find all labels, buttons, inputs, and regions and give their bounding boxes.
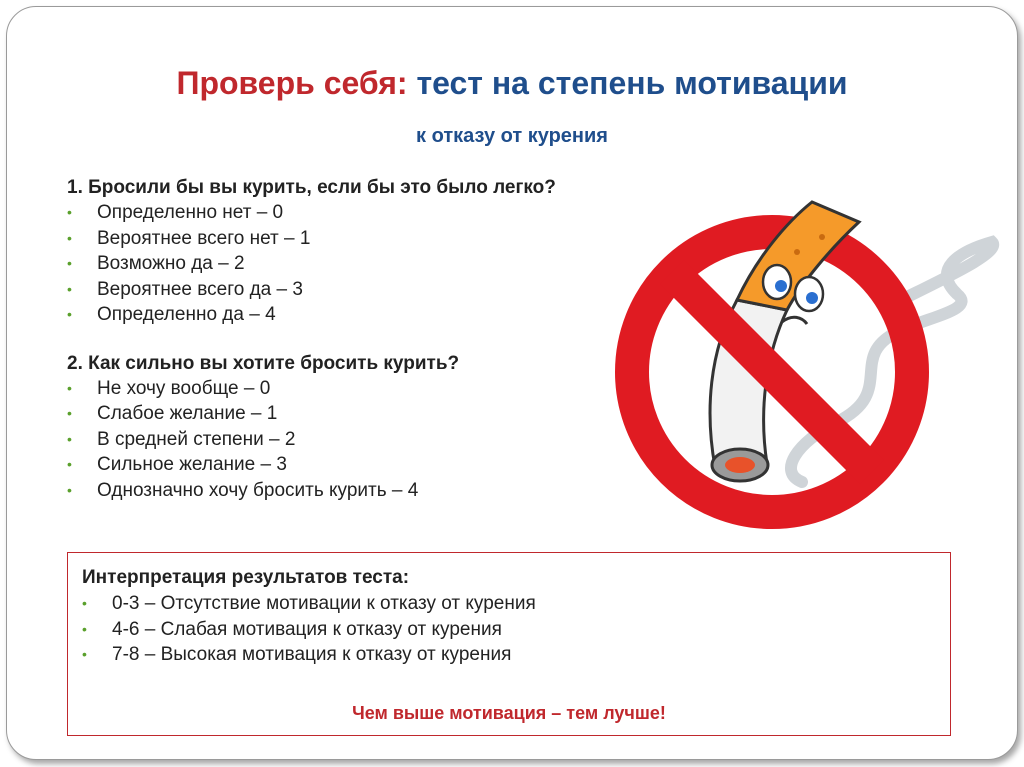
bullet-icon: • <box>67 280 72 297</box>
bullet-icon: • <box>67 255 72 271</box>
list-item <box>82 591 936 617</box>
bullet-icon: • <box>82 620 87 637</box>
option-list <box>67 200 627 328</box>
bullet-icon: • <box>67 456 72 472</box>
list-item <box>67 427 627 453</box>
no-smoking-icon <box>597 182 1017 542</box>
option-text: Однозначно хочу бросить курить – 4 <box>97 479 419 501</box>
question-title: 1. Бросили бы вы курить, если бы это было легко? <box>67 177 556 198</box>
option-text: Слабое желание – 1 <box>97 403 278 424</box>
option-text: Возможно да – 2 <box>97 253 245 274</box>
page-title <box>7 65 1017 102</box>
conclusion-text: Чем выше мотивация – тем лучше! <box>352 703 666 723</box>
list-item <box>82 642 936 668</box>
title-main: тест на степень мотивации <box>416 65 848 101</box>
question-title: 2. Как сильно вы хотите бросить курить? <box>67 352 460 374</box>
option-text: Определенно нет – 0 <box>97 202 284 223</box>
list-item <box>82 617 936 643</box>
list-item <box>67 226 627 252</box>
bullet-icon: • <box>67 229 72 246</box>
interpretation-text: 7-8 – Высокая мотивация к отказу от курения <box>112 644 512 665</box>
title-accent: Проверь себя: <box>176 65 408 101</box>
list-item <box>67 302 627 328</box>
bullet-icon: • <box>67 306 72 322</box>
option-text: Вероятнее всего нет – 1 <box>97 227 311 249</box>
bullet-icon: • <box>82 595 87 611</box>
option-text: В средней степени – 2 <box>97 428 296 450</box>
page-subtitle: к отказу от курения <box>416 125 608 147</box>
bullet-icon: • <box>67 430 72 447</box>
interpretation-text: 0-3 – Отсутствие мотивации к отказу от курения <box>112 593 536 614</box>
option-text: Определенно да – 4 <box>97 304 276 325</box>
interpretation-list <box>82 591 936 668</box>
interpretation-title: Интерпретация результатов теста: <box>82 567 410 588</box>
list-item <box>67 452 627 478</box>
list-item <box>67 251 627 277</box>
list-item <box>67 478 627 504</box>
option-list <box>67 376 627 504</box>
question-2 <box>67 351 627 504</box>
list-item <box>67 376 627 402</box>
option-text: Не хочу вообще – 0 <box>97 377 271 399</box>
bullet-icon: • <box>82 646 87 662</box>
bullet-icon: • <box>67 379 72 396</box>
option-text: Вероятнее всего да – 3 <box>97 278 303 300</box>
bullet-icon: • <box>67 481 72 498</box>
question-1 <box>67 175 627 328</box>
interpretation-box <box>67 552 951 736</box>
list-item <box>67 200 627 226</box>
list-item <box>67 277 627 303</box>
questions-section <box>67 175 627 503</box>
interpretation-text: 4-6 – Слабая мотивация к отказу от курения <box>112 618 502 640</box>
slide <box>6 6 1018 760</box>
bullet-icon: • <box>67 405 72 421</box>
list-item <box>67 401 627 427</box>
bullet-icon: • <box>67 204 72 220</box>
option-text: Сильное желание – 3 <box>97 454 287 475</box>
